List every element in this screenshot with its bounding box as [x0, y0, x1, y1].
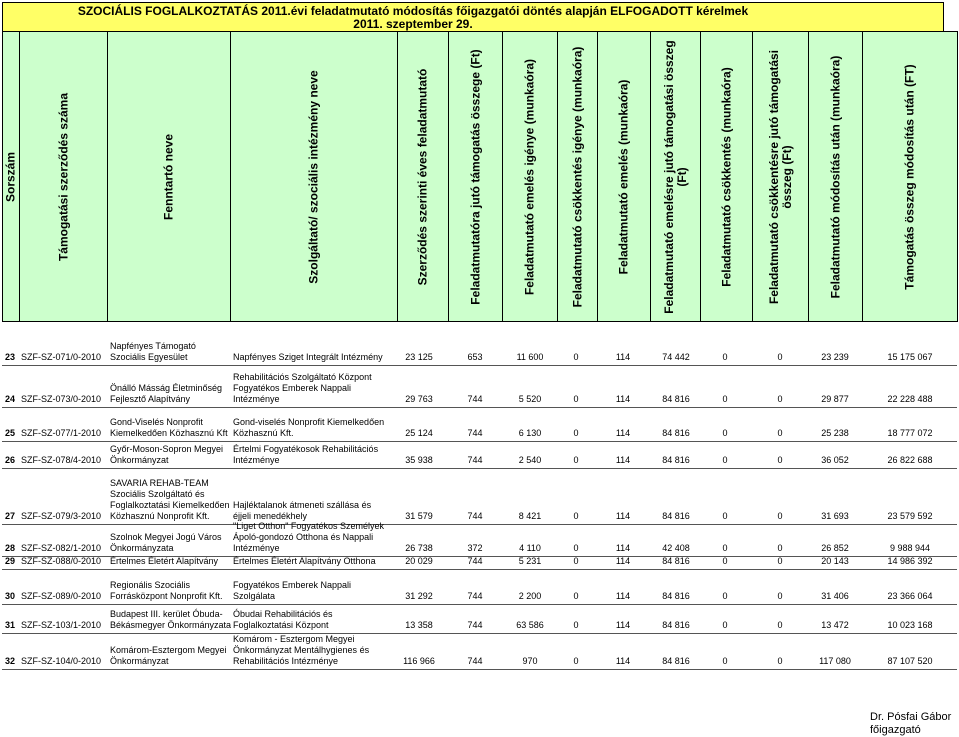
row-value-dec-amt: 0: [777, 543, 783, 553]
row-value-inc-amt: 42 408: [662, 543, 690, 553]
row-divider: [2, 669, 957, 670]
row-value-amount-after: 26 822 688: [887, 455, 933, 465]
row-value-inc-req: 2 200: [518, 591, 542, 601]
row-value-inc-req: 8 421: [518, 511, 542, 521]
row-value-dec-req: 0: [573, 428, 579, 438]
row-value-inc-req: 2 540: [518, 455, 542, 465]
header-decrease-request-label: Feladatmutató csökkentés igénye (munkaóra): [570, 46, 584, 307]
row-value-annual: 31 292: [405, 591, 433, 601]
row-operator-line: SAVARIA REHAB-TEAM: [110, 478, 209, 488]
row-operator-line: Napfényes Támogató: [110, 341, 196, 351]
row-value-inc: 114: [615, 656, 631, 666]
row-value-support: 372: [467, 543, 483, 553]
row-institution-line: Rehabilitációs Intézménye: [233, 656, 339, 666]
row-value-inc-req: 5 520: [518, 394, 542, 404]
row-value-dec-amt: 0: [777, 620, 783, 630]
row-value-inc: 114: [615, 591, 631, 601]
row-operator-line: Szolnok Megyei Jogú Város: [110, 532, 222, 542]
row-value-after: 25 238: [821, 428, 849, 438]
row-institution-line: Értelmes Életért Alapítvány Otthona: [233, 556, 376, 566]
row-institution-line: Hajléktalanok átmeneti szállása és: [233, 500, 372, 510]
row-operator-line: Gond-Viselés Nonprofit: [110, 417, 203, 427]
row-number: 23: [5, 352, 16, 362]
header-operator-name: [107, 31, 231, 322]
header-increase-amount-label: Feladatmutató emelésre jutó támogatási összeg (Ft): [661, 39, 689, 314]
row-divider: [2, 407, 957, 408]
row-operator-line: Foglalkoztatási Kiemelkedően: [110, 500, 230, 510]
row-divider: [2, 633, 957, 634]
row-value-dec: 0: [722, 620, 728, 630]
row-value-amount-after: 23 366 064: [887, 591, 933, 601]
row-operator-line: Komárom-Esztergom Megyei: [110, 645, 227, 655]
row-value-inc-amt: 84 816: [662, 556, 690, 566]
row-divider: [2, 569, 957, 570]
row-value-amount-after: 14 986 392: [887, 556, 933, 566]
row-value-inc-req: 63 586: [516, 620, 544, 630]
header-increase-label: Feladatmutató emelés (munkaóra): [616, 79, 631, 274]
row-institution-line: Óbudai Rehabilitációs és: [233, 609, 333, 619]
header-contract-number: [19, 31, 108, 322]
signature-role: főigazgató: [870, 724, 921, 736]
row-value-amount-after: 10 023 168: [887, 620, 933, 630]
title-banner: [2, 2, 944, 32]
row-number: 32: [5, 656, 16, 666]
row-value-dec-amt: 0: [777, 455, 783, 465]
row-divider: [2, 604, 957, 605]
row-value-dec-amt: 0: [777, 556, 783, 566]
row-operator-line: Értelmes Életért Alapítvány: [110, 556, 219, 566]
row-contract-number: SZF-SZ-089/0-2010: [21, 591, 102, 601]
row-value-inc-amt: 84 816: [662, 428, 690, 438]
row-number: 24: [5, 394, 16, 404]
row-value-dec: 0: [722, 556, 728, 566]
row-value-annual: 23 125: [405, 352, 433, 362]
row-institution-line: Intézménye: [233, 543, 280, 553]
row-operator-line: Önkormányzata: [110, 543, 174, 553]
row-institution-line: Közhasznú Kft.: [233, 428, 294, 438]
page-title: SZOCIÁLIS FOGLALKOZTATÁS 2011.évi feladatmutató módosítás főigazgatói döntés alapján ELFOGADOTT kérelmek: [77, 4, 749, 18]
row-divider: [2, 441, 957, 442]
row-value-dec: 0: [722, 352, 728, 362]
row-operator-line: Fejlesztő Alapítvány: [110, 394, 191, 404]
header-support-per-indicator: [448, 31, 503, 322]
header-institution-name-label: Szolgáltató/ szociális intézmény neve: [306, 69, 321, 284]
row-value-inc-amt: 84 816: [662, 620, 690, 630]
row-value-dec-req: 0: [573, 511, 579, 521]
row-value-dec-req: 0: [573, 394, 579, 404]
row-operator-line: Forrásközpont Nonprofit Kft.: [110, 591, 223, 601]
row-value-amount-after: 18 777 072: [887, 428, 933, 438]
row-operator-line: Közhasznú Nonprofit Kft.: [110, 511, 210, 521]
row-value-dec-amt: 0: [777, 352, 783, 362]
row-operator-line: Békásmegyer Önkormányzata: [110, 620, 232, 630]
row-value-annual: 29 763: [405, 394, 433, 404]
row-value-amount-after: 87 107 520: [887, 656, 933, 666]
row-value-inc-amt: 84 816: [662, 656, 690, 666]
row-value-after: 26 852: [821, 543, 849, 553]
row-value-inc-amt: 84 816: [662, 455, 690, 465]
row-operator-line: Szociális Egyesület: [110, 352, 188, 362]
row-value-inc: 114: [615, 511, 631, 521]
row-value-after: 31 406: [821, 591, 849, 601]
row-value-dec-amt: 0: [777, 656, 783, 666]
row-institution-line: Intézménye: [233, 394, 280, 404]
row-value-support: 744: [467, 428, 483, 438]
row-value-support: 744: [467, 591, 483, 601]
row-institution-line: Intézménye: [233, 455, 280, 465]
row-value-inc-amt: 84 816: [662, 394, 690, 404]
row-value-after: 20 143: [821, 556, 849, 566]
row-value-annual: 116 966: [403, 656, 435, 666]
row-value-inc-req: 970: [522, 656, 538, 666]
row-number: 31: [5, 620, 16, 630]
header-increase-amount: [650, 31, 701, 322]
row-contract-number: SZF-SZ-103/1-2010: [21, 620, 102, 630]
row-value-dec-amt: 0: [777, 511, 783, 521]
row-value-amount-after: 9 988 944: [889, 543, 931, 553]
row-value-support: 744: [467, 556, 483, 566]
row-divider: [2, 468, 957, 469]
header-sorszam-label: Sorszám: [3, 151, 18, 202]
row-value-annual: 25 124: [405, 428, 433, 438]
row-value-dec-req: 0: [573, 591, 579, 601]
row-value-annual: 26 738: [405, 543, 433, 553]
row-value-inc: 114: [615, 352, 631, 362]
row-operator-line: Kiemelkedően Közhasznú Kft: [110, 428, 228, 438]
signature-name: Dr. Pósfai Gábor: [870, 711, 952, 723]
header-decrease: [700, 31, 753, 322]
row-value-inc: 114: [615, 394, 631, 404]
header-indicator-after-label: Feladatmutató módosítás után (munkaóra): [828, 55, 842, 298]
row-institution-line: Ápoló-gondozó Otthona és Nappali: [233, 532, 374, 542]
header-increase-request-label: Feladatmutató emelés igénye (munkaóra): [522, 58, 537, 295]
row-number: 26: [5, 455, 16, 465]
row-value-dec: 0: [722, 455, 728, 465]
row-value-amount-after: 23 579 592: [887, 511, 933, 521]
row-value-dec: 0: [722, 428, 728, 438]
row-value-inc: 114: [615, 556, 631, 566]
row-value-support: 653: [467, 352, 483, 362]
header-support-per-indicator-label: Feladatmutatóra jutó támogatás összege (Ft): [468, 48, 482, 305]
row-contract-number: SZF-SZ-073/0-2010: [21, 394, 102, 404]
header-annual-indicator-label: Szerződés szerinti éves feladatmutató: [415, 68, 430, 285]
row-contract-number: SZF-SZ-079/3-2010: [21, 511, 102, 521]
row-institution-line: Szolgálata: [233, 591, 276, 601]
row-operator-line: Regionális Szociális: [110, 580, 191, 590]
row-institution-line: "Liget Otthon" Fogyatékos Személyek: [233, 521, 384, 531]
row-value-support: 744: [467, 455, 483, 465]
row-value-inc-amt: 84 816: [662, 591, 690, 601]
row-operator-line: Győr-Moson-Sopron Megyei: [110, 444, 224, 454]
row-operator-line: Budapest III. kerület Óbuda-: [110, 609, 223, 619]
header-operator-name-label: Fenntartó neve: [161, 133, 176, 220]
header-sorszam: [2, 31, 20, 322]
row-divider: [2, 365, 957, 366]
row-operator-line: Önálló Másság Életminőség: [110, 383, 223, 393]
header-contract-number-label: Támogatási szerződés száma: [56, 92, 70, 261]
row-value-after: 29 877: [821, 394, 849, 404]
row-contract-number: SZF-SZ-088/0-2010: [21, 556, 102, 566]
row-number: 29: [5, 556, 16, 566]
row-institution-line: Fogyatékos Emberek Nappali: [233, 580, 352, 590]
row-operator-line: Önkormányzat: [110, 455, 169, 465]
row-value-inc-amt: 84 816: [662, 511, 690, 521]
row-value-inc-req: 6 130: [518, 428, 542, 438]
row-divider: [2, 524, 957, 525]
row-value-inc: 114: [615, 428, 631, 438]
row-value-dec: 0: [722, 591, 728, 601]
row-value-inc-req: 5 231: [518, 556, 542, 566]
row-value-dec: 0: [722, 656, 728, 666]
row-value-dec: 0: [722, 543, 728, 553]
header-decrease-amount-label: Feladatmutató csökkentésre jutó támogatási összeg (Ft): [766, 49, 794, 304]
row-value-dec-amt: 0: [777, 591, 783, 601]
row-value-dec-req: 0: [573, 352, 579, 362]
row-value-support: 744: [467, 620, 483, 630]
row-value-amount-after: 22 228 488: [887, 394, 933, 404]
row-value-annual: 31 579: [405, 511, 433, 521]
row-number: 25: [5, 428, 16, 438]
row-value-inc: 114: [615, 620, 631, 630]
row-value-inc: 114: [615, 455, 631, 465]
row-operator-line: Önkormányzat: [110, 656, 169, 666]
page-subtitle-date: 2011. szeptember 29.: [353, 17, 473, 31]
row-institution-line: Gond-viselés Nonprofit Kiemelkedően: [233, 417, 385, 427]
row-contract-number: SZF-SZ-082/1-2010: [21, 543, 102, 553]
row-number: 28: [5, 543, 16, 553]
row-contract-number: SZF-SZ-078/4-2010: [21, 455, 102, 465]
header-amount-after: [862, 31, 958, 322]
header-annual-indicator: [397, 31, 449, 322]
row-value-after: 117 080: [819, 656, 851, 666]
header-institution-name: [230, 31, 398, 322]
row-institution-line: Értelmi Fogyatékosok Rehabilitációs: [233, 444, 379, 454]
row-value-dec-req: 0: [573, 620, 579, 630]
row-value-dec-req: 0: [573, 455, 579, 465]
row-value-support: 744: [467, 394, 483, 404]
header-indicator-after: [808, 31, 863, 322]
row-value-after: 23 239: [821, 352, 849, 362]
row-value-annual: 13 358: [405, 620, 433, 630]
row-value-dec-req: 0: [573, 556, 579, 566]
row-institution-line: éjjeli menedékhely: [233, 511, 308, 521]
row-value-after: 31 693: [821, 511, 849, 521]
header-amount-after-label: Támogatás összeg módosítás után (FT): [902, 63, 917, 290]
row-institution-line: Komárom - Esztergom Megyei: [233, 634, 355, 644]
header-increase-request: [502, 31, 558, 322]
row-institution-line: Önkormányzat Mentálhygienes és: [233, 645, 370, 655]
row-contract-number: SZF-SZ-104/0-2010: [21, 656, 102, 666]
row-value-after: 13 472: [821, 620, 849, 630]
row-value-amount-after: 15 175 067: [887, 352, 933, 362]
row-institution-line: Fogyatékos Emberek Nappali: [233, 383, 352, 393]
row-institution-line: Foglalkoztatási Központ: [233, 620, 329, 630]
row-value-dec: 0: [722, 394, 728, 404]
header-decrease-request: [557, 31, 598, 322]
row-value-inc: 114: [615, 543, 631, 553]
row-value-after: 36 052: [821, 455, 849, 465]
header-increase: [597, 31, 651, 322]
row-value-support: 744: [467, 656, 483, 666]
row-number: 27: [5, 511, 16, 521]
row-number: 30: [5, 591, 16, 601]
row-value-inc-req: 4 110: [519, 543, 541, 553]
row-value-dec-req: 0: [573, 656, 579, 666]
row-value-inc-amt: 74 442: [662, 352, 690, 362]
row-contract-number: SZF-SZ-071/0-2010: [21, 352, 102, 362]
header-decrease-amount: [752, 31, 809, 322]
row-institution-line: Rehabilitációs Szolgáltató Központ: [233, 372, 372, 382]
row-value-support: 744: [467, 511, 483, 521]
row-institution-line: Napfényes Sziget Integrált Intézmény: [233, 352, 383, 362]
row-value-annual: 20 029: [405, 556, 433, 566]
row-value-dec-req: 0: [573, 543, 579, 553]
row-value-dec: 0: [722, 511, 728, 521]
header-decrease-label: Feladatmutató csökkentés (munkaóra): [719, 66, 733, 287]
row-operator-line: Szociális Szolgáltató és: [110, 489, 205, 499]
row-value-dec-amt: 0: [777, 428, 783, 438]
row-contract-number: SZF-SZ-077/1-2010: [21, 428, 102, 438]
row-value-inc-req: 11 600: [516, 352, 544, 362]
row-value-annual: 35 938: [405, 455, 433, 465]
row-value-dec-amt: 0: [777, 394, 783, 404]
